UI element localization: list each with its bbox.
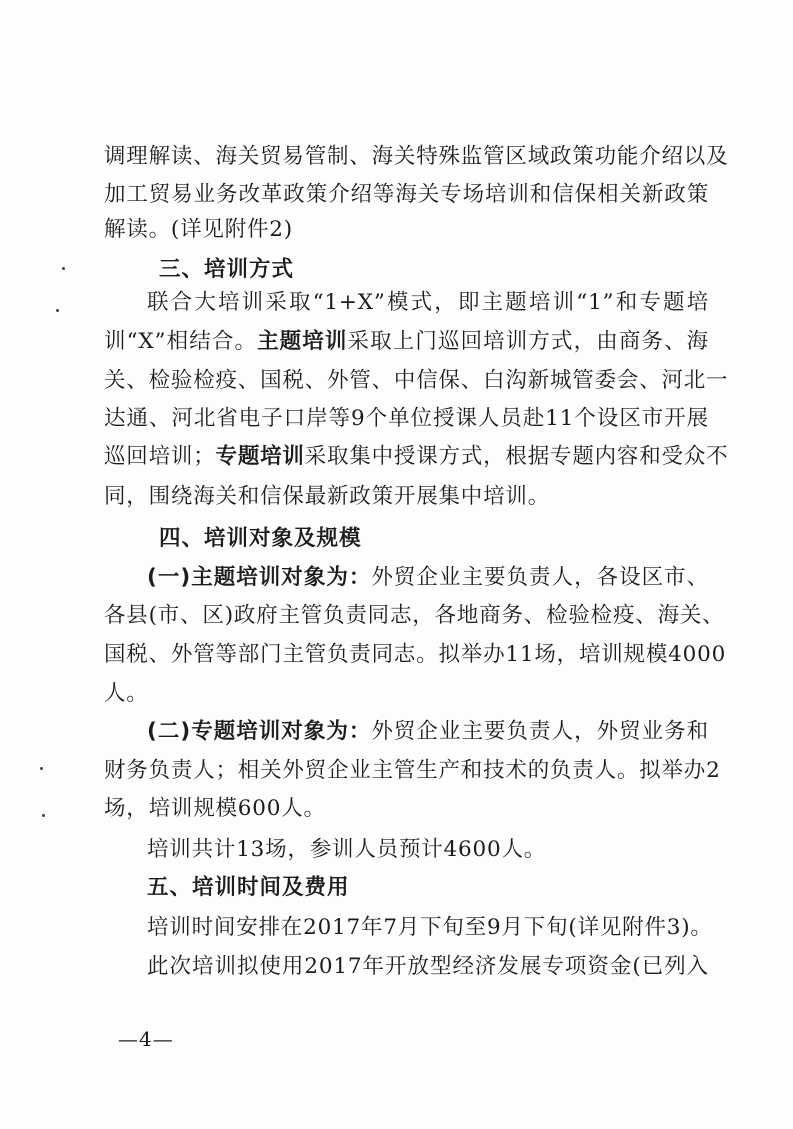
- text-segment: 达通、河北省电子口岸等9个单位授课人员赴11个设区市开展: [104, 406, 709, 431]
- text-segment: 巡回培训；: [104, 444, 216, 469]
- text-segment: 采取集中授课方式，根据专题内容和受众不: [304, 444, 729, 469]
- text-segment: 加工贸易业务改革政策介绍等海关专场培训和信保相关新政策: [104, 182, 709, 207]
- paragraph-line: [147, 717, 709, 747]
- heading-text: 四、培训对象及规模: [159, 526, 362, 551]
- paragraph-line: [147, 952, 709, 982]
- text-segment: 调理解读、海关贸易管制、海关特殊监管区域政策功能介绍以及: [104, 144, 729, 169]
- text-segment: 各县(市、区)政府主管负责同志，各地商务、检验检疫、海关、: [104, 603, 725, 628]
- section-heading: [159, 255, 764, 285]
- page-number: —4—: [118, 1027, 174, 1051]
- text-segment: 外贸企业主要负责人，各设区市、: [371, 565, 709, 590]
- paragraph-line: [104, 640, 727, 670]
- scan-mark: [62, 267, 65, 270]
- paragraph-line: [104, 215, 709, 245]
- heading-text: 三、培训方式: [159, 257, 295, 282]
- paragraph-line: [104, 180, 709, 210]
- section-heading: [159, 524, 764, 554]
- paragraph-line: [104, 327, 709, 357]
- paragraph-line: [104, 442, 729, 472]
- paragraph-line: [147, 913, 713, 943]
- text-segment: 采取上门巡回培训方式，由商务、海: [347, 329, 709, 354]
- text-segment: 培训共计13场，参训人员预计4600人。: [147, 837, 547, 862]
- text-segment: 外贸企业主要负责人，外贸业务和: [371, 719, 709, 744]
- paragraph-line: [104, 601, 725, 631]
- text-segment: 此次培训拟使用2017年开放型经济发展专项资金(已列入: [147, 954, 709, 979]
- paragraph-line: [104, 794, 709, 824]
- text-segment: 训“X”相结合。: [104, 329, 258, 354]
- scan-mark: [40, 767, 43, 770]
- bold-lead: (一)主题培训对象为：: [147, 565, 372, 590]
- text-segment: 联合大培训采取“1+X”模式，即主题培训“1”和专题培: [147, 290, 709, 315]
- text-segment: 解读。(详见附件2): [104, 217, 293, 242]
- text-segment: 培训时间安排在2017年7月下旬至9月下旬(详见附件3)。: [147, 915, 713, 940]
- text-segment: 财务负责人；相关外贸企业主管生产和技术的负责人。拟举办2: [104, 758, 721, 783]
- section-heading: [147, 873, 752, 903]
- paragraph-line: [147, 835, 709, 865]
- paragraph-line: [104, 679, 709, 709]
- paragraph-line: [104, 756, 721, 786]
- paragraph-line: [104, 142, 729, 172]
- bold-term: 主题培训: [257, 329, 348, 354]
- scan-mark: [56, 309, 59, 312]
- text-segment: 关、检验检疫、国税、外管、中信保、白沟新城管委会、河北一: [104, 368, 729, 393]
- bold-term: 专题培训: [215, 444, 305, 469]
- scan-mark: [42, 814, 45, 817]
- text-segment: 国税、外管等部门主管负责同志。拟举办11场，培训规模4000: [104, 642, 727, 667]
- paragraph-line: [147, 563, 709, 593]
- text-segment: 人。: [104, 681, 149, 706]
- heading-text: 五、培训时间及费用: [147, 875, 350, 900]
- paragraph-line: [104, 482, 709, 512]
- paragraph-line: [147, 288, 709, 318]
- text-segment: 同，围绕海关和信保最新政策开展集中培训。: [104, 484, 551, 509]
- text-segment: 场，培训规模600人。: [104, 796, 326, 821]
- paragraph-line: [104, 404, 709, 434]
- paragraph-line: [104, 366, 729, 396]
- bold-lead: (二)专题培训对象为：: [147, 719, 372, 744]
